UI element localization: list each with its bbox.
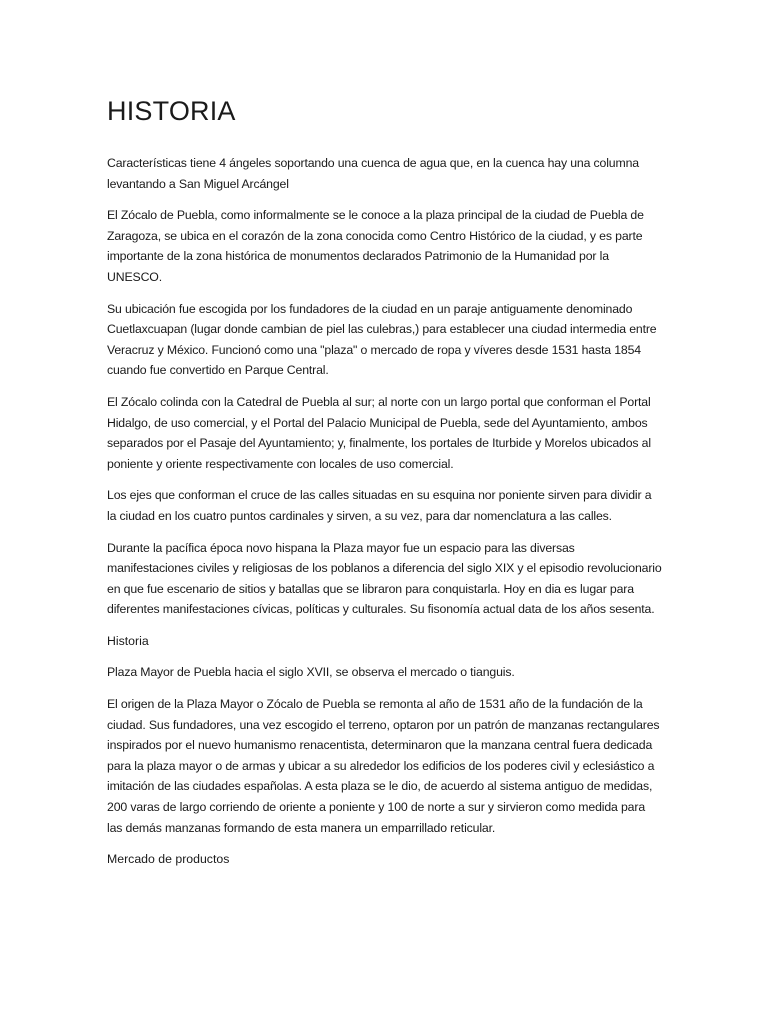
paragraph-colindancias: El Zócalo colinda con la Catedral de Puebla al sur; al norte con un largo portal que conforman el Portal Hidalgo, de uso comercial, y el Portal del Palacio Municipal de Puebla, sede del Ayuntamiento, ambos separados por el Pasaje del Ayuntamiento; y, finalmente, los portales de Iturbide y Morelos ubicados al poniente y oriente respectivamente con locales de uso comercial. — [107, 394, 651, 471]
paragraph-epoca-novohispana: Durante la pacífica época novo hispana la Plaza mayor fue un espacio para las diversas manifestaciones civiles y religiosas de los poblanos a diferencia del siglo XIX y el episodio revolucionario en que fue escenario de sitios y batallas que se libraron para conquistarla. Hoy en dia es lugar para diferentes manifestaciones cívicas, políticas y culturales. Su fisonomía actual data de los años sesenta. — [107, 540, 662, 617]
paragraph-ejes: Los ejes que conforman el cruce de las calles situadas en su esquina nor poniente sirven para dividir a la ciudad en los cuatro puntos cardinales y sirven, a su vez, para dar nomenclatura a las calles. — [107, 488, 652, 523]
paragraph-zocalo-intro: El Zócalo de Puebla, como informalmente se le conoce a la plaza principal de la ciudad de Puebla de Zaragoza, se ubica en el corazón de la zona conocida como Centro Histórico de la ciudad, y es parte importante de la zona histórica de monumentos declarados Patrimonio de la Humanidad por la UNESCO. — [107, 208, 644, 284]
document-page — [107, 93, 663, 881]
paragraph-origen: El origen de la Plaza Mayor o Zócalo de Puebla se remonta al año de 1531 año de la fundación de la ciudad. Sus fundadores, una vez escogido el terreno, optaron por un patrón de manzanas rectangulares inspirados por el nuevo humanismo renacentista, determinaron que la manzana central fuera dedicada para la plaza mayor o de armas y ubicar a su alrededor los edificios de los poderes civil y eclesiástico a imitación de las ciudades españolas. A esta plaza se le dio, de acuerdo al sistema antiguo de medidas, 200 varas de largo corriendo de oriente a poniente y 100 de norte a sur y sirvieron como medida para las demás manzanas formando de esta manera un emparrillado reticular. — [107, 697, 660, 835]
paragraph-ubicacion: Su ubicación fue escogida por los fundadores de la ciudad en un paraje antiguamente denominado Cuetlaxcuapan (lugar donde cambian de piel las culebras,) para establecer una ciudad intermedia entre Veracruz y México. Funcionó como una "plaza" o mercado de ropa y víveres desde 1531 hasta 1854 cuando fue convertido en Parque Central. — [107, 301, 657, 378]
document-title: HISTORIA — [107, 96, 236, 126]
subheading-historia: Historia — [107, 633, 149, 648]
paragraph-caracteristicas: Características tiene 4 ángeles soportando una cuenca de agua que, en la cuenca hay una columna levantando a San Miguel Arcángel — [107, 156, 639, 191]
subheading-mercado: Mercado de productos — [107, 852, 230, 867]
paragraph-plaza-mayor: Plaza Mayor de Puebla hacia el siglo XVII, se observa el mercado o tianguis. — [107, 665, 515, 680]
